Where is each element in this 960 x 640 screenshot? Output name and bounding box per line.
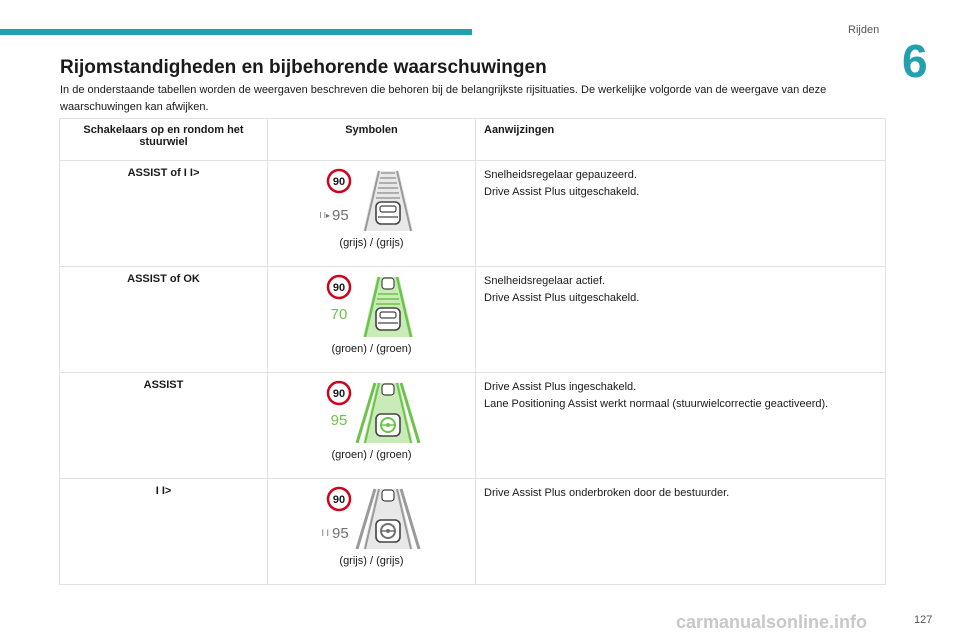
watermark: carmanualsonline.info xyxy=(676,612,868,632)
symbol-cell xyxy=(268,373,476,479)
speed-limit-value: 90 xyxy=(332,494,345,506)
header-notes: Aanwijzingen xyxy=(476,119,886,161)
set-speed-value: 95 xyxy=(331,207,349,224)
chapter-number: 6 xyxy=(902,35,928,87)
note-line: Drive Assist Plus onderbroken door de bestuurder. xyxy=(484,487,730,499)
drive-assist-on-symbol-icon xyxy=(317,379,427,451)
note-line: Snelheidsregelaar actief. xyxy=(484,275,606,287)
switch-cell: ASSIST xyxy=(60,373,268,479)
lead-car-icon xyxy=(382,278,394,289)
section-label: Rijden xyxy=(848,24,880,36)
switch-cell: ASSIST of I I> xyxy=(60,161,268,267)
page-number: 127 xyxy=(914,614,933,626)
table-row xyxy=(60,267,886,373)
car-icon xyxy=(376,308,400,330)
header-switches: Schakelaars op en rondom het stuurwiel xyxy=(60,119,268,161)
set-speed-value: 95 xyxy=(331,525,349,542)
pause-indicator: I I xyxy=(320,528,329,538)
header-symbols: Symbolen xyxy=(268,119,476,161)
symbol-cell xyxy=(268,161,476,267)
warnings-table xyxy=(59,118,886,585)
symbol-caption: (groen) / (groen) xyxy=(331,343,412,355)
speed-limit-value: 90 xyxy=(332,176,345,188)
symbol-caption: (grijs) / (grijs) xyxy=(339,555,404,567)
table-header-row xyxy=(60,119,886,161)
table-row xyxy=(60,479,886,585)
notes-cell xyxy=(476,373,886,479)
pause-indicator: I I▸ xyxy=(318,211,330,220)
drive-assist-interrupted-symbol-icon xyxy=(317,485,427,557)
switch-cell: ASSIST of OK xyxy=(60,267,268,373)
car-icon xyxy=(376,202,400,224)
set-speed-value: 95 xyxy=(330,412,347,429)
symbol-cell xyxy=(268,267,476,373)
notes-cell xyxy=(476,267,886,373)
note-line: Lane Positioning Assist werkt normaal (stuurwielcorrectie geactiveerd). xyxy=(484,398,829,410)
table-row xyxy=(60,161,886,267)
set-speed-value: 70 xyxy=(330,306,347,323)
note-line: Drive Assist Plus ingeschakeld. xyxy=(484,381,637,393)
cruise-paused-symbol-icon xyxy=(317,167,427,239)
speed-limit-value: 90 xyxy=(332,282,345,294)
table-row xyxy=(60,373,886,479)
lead-car-icon xyxy=(382,384,394,395)
page-title: Rijomstandigheden en bijbehorende waarschuwingen xyxy=(60,57,547,78)
speed-limit-value: 90 xyxy=(332,388,345,400)
cruise-active-symbol-icon xyxy=(317,273,427,345)
header-accent-bar xyxy=(0,29,472,35)
switch-cell: I I> xyxy=(60,479,268,585)
note-line: Snelheidsregelaar gepauzeerd. xyxy=(484,169,637,181)
symbol-caption: (grijs) / (grijs) xyxy=(339,237,404,249)
notes-cell xyxy=(476,161,886,267)
note-line: Drive Assist Plus uitgeschakeld. xyxy=(484,186,640,198)
lead-car-icon xyxy=(382,490,394,501)
intro-text: In de onderstaande tabellen worden de weergaven beschreven die behoren bij de belangrijkste rijsituaties. De werkelijke volgorde van de weergave van deze waarschuwingen kan afwijken. xyxy=(60,84,827,113)
note-line: Drive Assist Plus uitgeschakeld. xyxy=(484,292,640,304)
notes-cell xyxy=(476,479,886,585)
symbol-cell xyxy=(268,479,476,585)
symbol-caption: (groen) / (groen) xyxy=(331,449,412,461)
